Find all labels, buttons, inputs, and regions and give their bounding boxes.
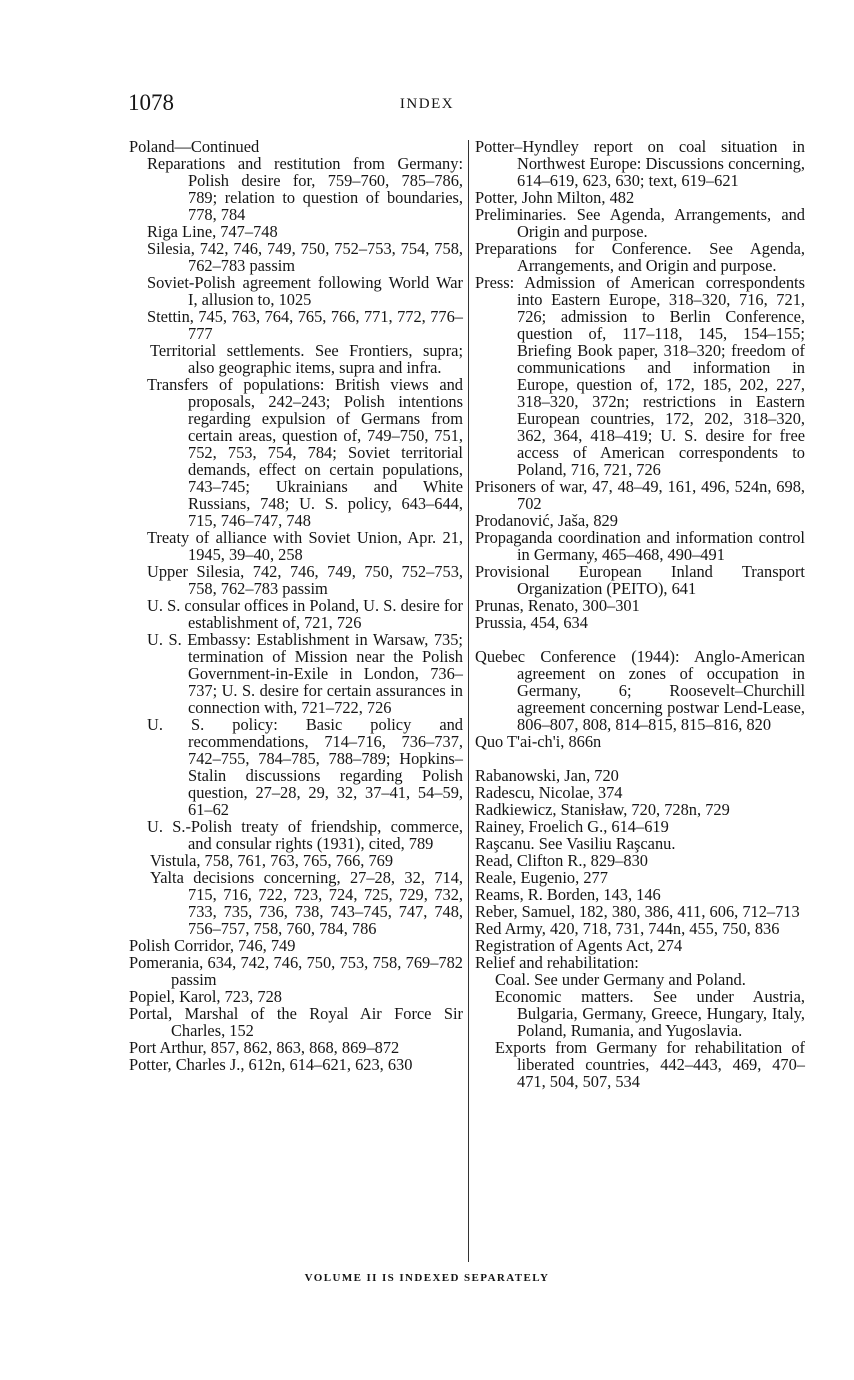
index-entry: Reber, Samuel, 182, 380, 386, 411, 606, 712–713 bbox=[475, 902, 800, 921]
index-entry: Radkiewicz, Stanisław, 720, 728n, 729 bbox=[475, 800, 730, 819]
index-entry: Prodanović, Jaša, 829 bbox=[475, 511, 618, 530]
index-entry: Portal, Marshal of the Royal Air Force Sir Charles, 152 bbox=[129, 1004, 463, 1040]
index-subentry: Treaty of alliance with Soviet Union, Apr. 21, 1945, 39–40, 258 bbox=[147, 528, 463, 564]
index-entry: Port Arthur, 857, 862, 863, 868, 869–872 bbox=[129, 1038, 400, 1057]
index-entry: Poland—Continued bbox=[129, 137, 260, 156]
index-entry: Rabanowski, Jan, 720 bbox=[475, 766, 619, 785]
index-subentry: U. S. consular offices in Poland, U. S. desire for establishment of, 721, 726 bbox=[147, 596, 463, 632]
index-left-column bbox=[129, 138, 463, 1073]
column-divider bbox=[468, 140, 469, 1262]
index-entry: Polish Corridor, 746, 749 bbox=[129, 936, 296, 955]
index-entry: Registration of Agents Act, 274 bbox=[475, 936, 683, 955]
index-entry: Preparations for Conference. See Agenda, Arrangements, and Origin and purpose. bbox=[475, 239, 805, 275]
index-subentry: Coal. See under Germany and Poland. bbox=[495, 970, 746, 989]
index-entry: Potter, Charles J., 612n, 614–621, 623, 630 bbox=[129, 1055, 413, 1074]
page-number: 1078 bbox=[128, 90, 174, 115]
index-subentry: Exports from Germany for rehabilitation of liberated countries, 442–443, 469, 470–471, 504, 507, 534 bbox=[495, 1038, 805, 1091]
index-entry: Preliminaries. See Agenda, Arrangements, and Origin and purpose. bbox=[475, 205, 805, 241]
index-entry: Prisoners of war, 47, 48–49, 161, 496, 524n, 698, 702 bbox=[475, 477, 805, 513]
index-entry: Reale, Eugenio, 277 bbox=[475, 868, 608, 887]
index-entry: Propaganda coordination and information control in Germany, 465–468, 490–491 bbox=[475, 528, 805, 564]
index-entry: Press: Admission of American correspondents into Eastern Europe, 318–320, 716, 721, 726; admission to Berlin Conference, question of, 117–118, 145, 154–155; Briefing Book paper, 318–320; freedom of communications and information in Europe, question of, 172, 185, 202, 227, 318–320, 372n; restrictions in Eastern European countries, 172, 202, 318–320, 362, 364, 418–419; U. S. desire for free access of American correspondents to Poland, 716, 721, 726 bbox=[475, 273, 805, 479]
index-entry: Red Army, 420, 718, 731, 744n, 455, 750, 836 bbox=[475, 919, 780, 938]
index-entry: Radescu, Nicolae, 374 bbox=[475, 783, 623, 802]
index-entry: Prussia, 454, 634 bbox=[475, 613, 588, 632]
volume-footer-note: VOLUME II IS INDEXED SEPARATELY bbox=[304, 1272, 550, 1284]
index-entry: Relief and rehabilitation: bbox=[475, 953, 639, 972]
index-entry: Quebec Conference (1944): Anglo-American agreement on zones of occupation in Germany, 6; Roosevelt–Churchill agreement concerning postwar Lend-Lease, 806–807, 808, 814–815, 815–816, 820 bbox=[475, 647, 805, 734]
index-subentry: Upper Silesia, 742, 746, 749, 750, 752–753, 758, 762–783 passim bbox=[147, 562, 463, 598]
index-entry: Potter, John Milton, 482 bbox=[475, 188, 635, 207]
index-subentry: Riga Line, 747–748 bbox=[147, 222, 278, 241]
index-entry: Pomerania, 634, 742, 746, 750, 753, 758, 769–782 passim bbox=[129, 953, 463, 989]
index-subentry: Silesia, 742, 746, 749, 750, 752–753, 754, 758, 762–783 passim bbox=[147, 239, 463, 275]
index-entry: Quo T'ai-ch'i, 866n bbox=[475, 732, 602, 751]
index-subentry: U. S.-Polish treaty of friendship, commerce, and consular rights (1931), cited, 789 bbox=[147, 817, 463, 853]
index-entry: Popiel, Karol, 723, 728 bbox=[129, 987, 282, 1006]
index-subentry: Reparations and restitution from Germany: Polish desire for, 759–760, 785–786, 789; relation to question of boundaries, 778, 784 bbox=[147, 154, 463, 224]
index-entry: Read, Clifton R., 829–830 bbox=[475, 851, 649, 870]
index-right-column bbox=[475, 138, 805, 1090]
index-subentry: Stettin, 745, 763, 764, 765, 766, 771, 772, 776–777 bbox=[147, 307, 463, 343]
index-entry: Prunas, Renato, 300–301 bbox=[475, 596, 640, 615]
index-subentry: Economic matters. See under Austria, Bulgaria, Germany, Greece, Hungary, Italy, Poland, Rumania, and Yugoslavia. bbox=[495, 987, 805, 1040]
index-subentry: Territorial settlements. See Frontiers, supra; also geographic items, supra and infra. bbox=[150, 341, 463, 377]
index-entry: Reams, R. Borden, 143, 146 bbox=[475, 885, 661, 904]
index-subentry: Vistula, 758, 761, 763, 765, 766, 769 bbox=[150, 851, 394, 870]
index-entry: Provisional European Inland Transport Organization (PEITO), 641 bbox=[475, 562, 805, 598]
index-entry: Rainey, Froelich G., 614–619 bbox=[475, 817, 669, 836]
index-entry: Potter–Hyndley report on coal situation in Northwest Europe: Discussions concerning, 614–619, 623, 630; text, 619–621 bbox=[475, 137, 805, 190]
running-head: INDEX bbox=[399, 96, 455, 112]
index-subentry: Soviet-Polish agreement following World War I, allusion to, 1025 bbox=[147, 273, 463, 309]
index-subentry: U. S. policy: Basic policy and recommendations, 714–716, 736–737, 742–755, 784–785, 788–789; Hopkins–Stalin discussions regarding Polish question, 27–28, 29, 32, 37–41, 54–59, 61–62 bbox=[147, 715, 463, 819]
index-subentry: Transfers of populations: British views and proposals, 242–243; Polish intentions regarding expulsion of Germans from certain areas, question of, 749–750, 751, 752, 753, 754, 784; Soviet territorial demands, effect on certain populations, 743–745; Ukrainians and White Russians, 748; U. S. policy, 643–644, 715, 746–747, 748 bbox=[147, 375, 463, 530]
index-entry: Raşcanu. See Vasiliu Raşcanu. bbox=[475, 834, 676, 853]
index-subentry: Yalta decisions concerning, 27–28, 32, 714, 715, 716, 722, 723, 724, 725, 729, 732, 733, 735, 736, 738, 743–745, 747, 748, 756–757, 758, 760, 784, 786 bbox=[150, 868, 463, 938]
index-subentry: U. S. Embassy: Establishment in Warsaw, 735; termination of Mission near the Polish Government-in-Exile in London, 736–737; U. S. desire for certain assurances in connection with, 721–722, 726 bbox=[147, 630, 463, 717]
